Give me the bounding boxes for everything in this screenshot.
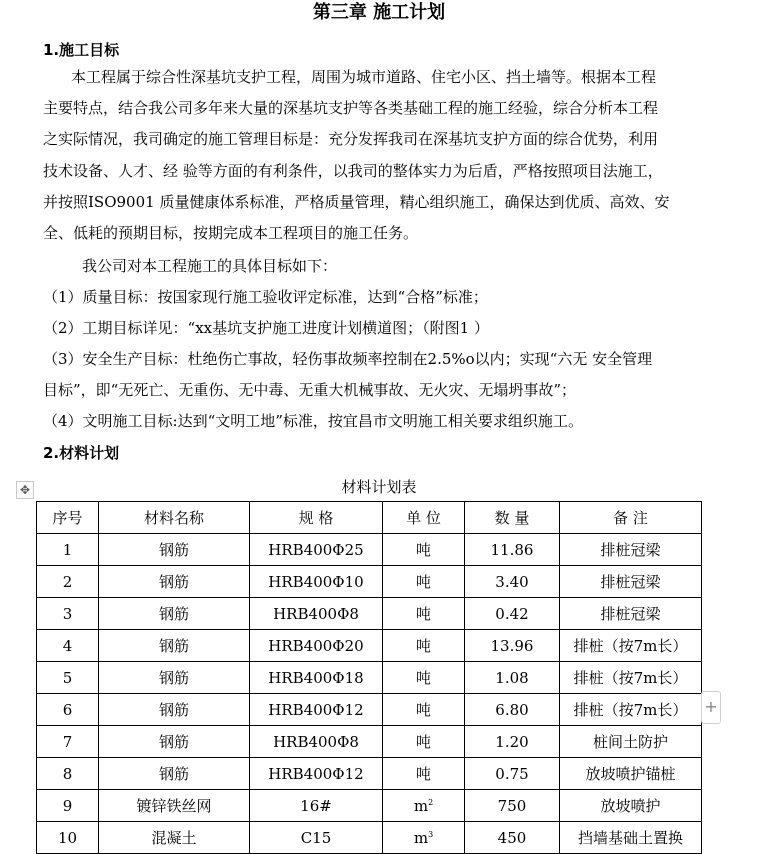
cell-note: 放坡喷护 — [560, 790, 702, 822]
intro-line: 并按照ISO9001 质量健康体系标准，严格质量管理，精心组织施工，确保达到优质、高效、安 — [43, 192, 670, 211]
table-row — [37, 758, 702, 790]
cell-name: 钢筋 — [99, 758, 250, 790]
header-quantity: 数 量 — [465, 502, 560, 534]
cell-unit: 吨 — [383, 534, 465, 566]
cell-spec: HRB400Φ10 — [250, 566, 383, 598]
cell-spec: C15 — [250, 822, 383, 854]
table-row — [37, 534, 702, 566]
cell-name: 钢筋 — [99, 726, 250, 758]
chapter-title: 第三章 施工计划 — [312, 2, 446, 23]
cell-no: 1 — [37, 534, 99, 566]
cell-spec: 16# — [250, 790, 383, 822]
cell-no: 5 — [37, 662, 99, 694]
header-material-name: 材料名称 — [99, 502, 250, 534]
table-row — [37, 598, 702, 630]
cell-unit: $m^3$ — [383, 822, 465, 854]
cell-note: 排桩冠梁 — [560, 534, 702, 566]
intro-line: 主要特点，结合我公司多年来大量的深基坑支护等各类基础工程的施工经验，综合分析本工程 — [43, 99, 659, 118]
cell-note: 排桩（按7m长） — [560, 694, 702, 726]
cell-unit: 吨 — [383, 726, 465, 758]
materials-table — [36, 501, 702, 854]
intro-paragraph — [43, 62, 669, 249]
cell-qty: 0.75 — [465, 758, 560, 790]
table-row — [37, 726, 702, 758]
cell-no: 10 — [37, 822, 99, 854]
cell-qty: 1.20 — [465, 726, 560, 758]
cell-no: 9 — [37, 790, 99, 822]
goal-item-quality: （1）质量目标：按国家现行施工验收评定标准，达到“合格”标准； — [43, 288, 488, 306]
header-no: 序号 — [37, 502, 99, 534]
cell-name: 钢筋 — [99, 566, 250, 598]
intro-line: 技术设备、人才、经 验等方面的有利条件，以我司的整体实力为后盾，严格按照项目法施工， — [43, 161, 663, 180]
cell-spec: HRB400Φ18 — [250, 662, 383, 694]
specific-goals-intro-text: 我公司对本工程施工的具体目标如下： — [82, 257, 338, 275]
cell-spec: HRB400Φ8 — [250, 598, 383, 630]
cell-no: 3 — [37, 598, 99, 630]
goal-item-safety-cont: 目标”，即“无死亡、无重伤、无中毒、无重大机械事故、无火灾、无塌坍事故”； — [43, 381, 577, 399]
cell-name: 钢筋 — [99, 534, 250, 566]
cell-qty: 3.40 — [465, 566, 560, 598]
cell-name: 混凝土 — [99, 822, 250, 854]
cell-name: 钢筋 — [99, 598, 250, 630]
cell-name: 钢筋 — [99, 694, 250, 726]
cell-note: 排桩冠梁 — [560, 598, 702, 630]
cell-note: 挡墙基础土置换 — [560, 822, 702, 854]
table-move-handle-icon[interactable]: ✥ — [16, 481, 34, 499]
specific-goals-intro — [82, 251, 337, 282]
cell-unit: $m^2$ — [383, 790, 465, 822]
cell-spec: HRB400Φ12 — [250, 758, 383, 790]
cell-qty: 13.96 — [465, 630, 560, 662]
cell-note: 放坡喷护锚桩 — [560, 758, 702, 790]
header-note: 备 注 — [560, 502, 702, 534]
cell-spec: HRB400Φ25 — [250, 534, 383, 566]
table-row — [37, 566, 702, 598]
cell-name: 镀锌铁丝网 — [99, 790, 250, 822]
cell-no: 4 — [37, 630, 99, 662]
header-spec: 规 格 — [250, 502, 383, 534]
intro-line: 本工程属于综合性深基坑支护工程，周围为城市道路、住宅小区、挡土墙等。根据本工程 — [71, 68, 657, 86]
cell-qty: 11.86 — [465, 534, 560, 566]
section-heading-materials: 2.材料计划 — [43, 444, 120, 462]
table-row — [37, 662, 702, 694]
cell-unit: 吨 — [383, 662, 465, 694]
cell-spec: HRB400Φ12 — [250, 694, 383, 726]
cell-unit: 吨 — [383, 598, 465, 630]
cell-note: 桩间土防护 — [560, 726, 702, 758]
cell-unit: 吨 — [383, 630, 465, 662]
cell-unit: 吨 — [383, 566, 465, 598]
cell-qty: 0.42 — [465, 598, 560, 630]
goal-item-safety: （3）安全生产目标：杜绝伤亡事故，轻伤事故频率控制在2.5%o以内；实现“六无 安全管理 — [43, 350, 653, 368]
intro-line: 之实际情况，我司确定的施工管理目标是：充分发挥我司在深基坑支护方面的综合优势，利用 — [43, 130, 659, 149]
cell-qty: 750 — [465, 790, 560, 822]
intro-line: 全、低耗的预期目标，按期完成本工程项目的施工任务。 — [43, 224, 419, 243]
table-row — [37, 822, 702, 854]
section-heading-goals: 1.施工目标 — [43, 41, 120, 59]
cell-name: 钢筋 — [99, 662, 250, 694]
table-row — [37, 630, 702, 662]
cell-no: 7 — [37, 726, 99, 758]
cell-unit: 吨 — [383, 758, 465, 790]
header-unit: 单 位 — [383, 502, 465, 534]
goal-item-civilized: （4）文明施工目标:达到“文明工地”标准，按宜昌市文明施工相关要求组织施工。 — [43, 412, 583, 430]
cell-qty: 450 — [465, 822, 560, 854]
cell-note: 排桩（按7m长） — [560, 630, 702, 662]
table-header-row — [37, 502, 702, 534]
cell-spec: HRB400Φ20 — [250, 630, 383, 662]
table-row — [37, 790, 702, 822]
cell-spec: HRB400Φ8 — [250, 726, 383, 758]
cell-qty: 1.08 — [465, 662, 560, 694]
goal-item-schedule: （2）工期目标详见：“xx基坑支护施工进度计划横道图；（附图1 ） — [43, 319, 489, 337]
cell-no: 2 — [37, 566, 99, 598]
table-row — [37, 694, 702, 726]
cell-no: 6 — [37, 694, 99, 726]
table-caption: 材料计划表 — [341, 478, 417, 496]
cell-note: 排桩（按7m长） — [560, 662, 702, 694]
cell-note: 排桩冠梁 — [560, 566, 702, 598]
cell-unit: 吨 — [383, 694, 465, 726]
cell-no: 8 — [37, 758, 99, 790]
cell-name: 钢筋 — [99, 630, 250, 662]
add-row-button[interactable]: + — [701, 691, 721, 724]
cell-qty: 6.80 — [465, 694, 560, 726]
